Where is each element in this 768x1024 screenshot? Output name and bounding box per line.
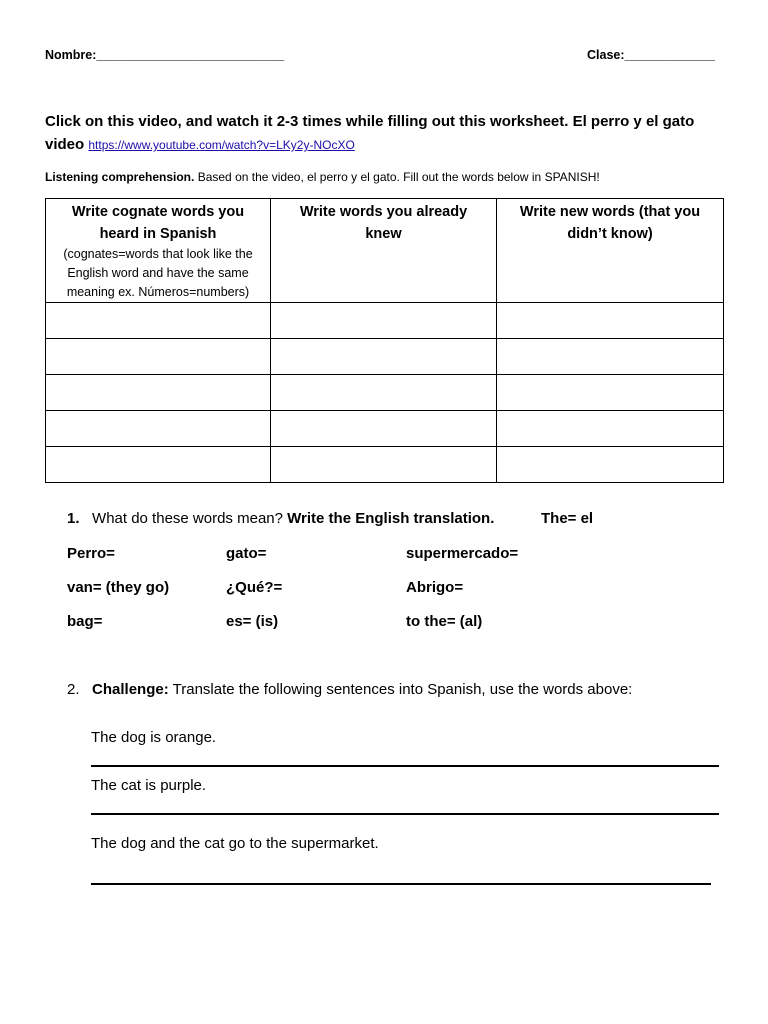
table-header-row: [46, 199, 724, 303]
answer-cell[interactable]: [271, 411, 497, 447]
class-field[interactable]: Clase:_____________: [587, 48, 715, 62]
question-1: [67, 510, 494, 527]
vocab-item: supermercado=: [406, 545, 519, 562]
answer-cell[interactable]: [497, 447, 724, 483]
answer-cell[interactable]: [46, 339, 271, 375]
instructions-video-label: video: [45, 136, 85, 153]
answer-line[interactable]: [91, 813, 719, 815]
column-header-known-title-2: knew: [365, 226, 402, 242]
question-2-text: Translate the following sentences into Spanish, use the words above:: [172, 681, 633, 698]
question-2: [67, 681, 632, 698]
listening-instructions: [45, 170, 600, 184]
column-header-cognates-title-2: heard in Spanish: [99, 226, 217, 242]
vocab-item: to the= (al): [406, 613, 483, 630]
column-header-known-words: [271, 199, 497, 303]
answer-cell[interactable]: [497, 375, 724, 411]
vocab-item: Abrigo=: [406, 579, 464, 596]
column-header-cognates: [46, 199, 271, 303]
answer-line[interactable]: [91, 883, 711, 885]
table-row: [46, 411, 724, 447]
table-row: [46, 375, 724, 411]
table-row: [46, 339, 724, 375]
column-header-new-title-1: Write new words (that you: [519, 204, 701, 220]
table-row: [46, 303, 724, 339]
answer-cell[interactable]: [497, 411, 724, 447]
column-header-cognates-note-3: meaning ex. Números=numbers): [66, 285, 250, 299]
answer-cell[interactable]: [497, 339, 724, 375]
answer-cell[interactable]: [271, 447, 497, 483]
question-2-label: Challenge:: [92, 681, 169, 698]
name-field[interactable]: Nombre:___________________________: [45, 48, 285, 62]
listening-label: Listening comprehension.: [45, 170, 195, 184]
sentence-prompt: The dog and the cat go to the supermarket.: [91, 835, 379, 852]
table-row: [46, 447, 724, 483]
answer-cell[interactable]: [271, 375, 497, 411]
answer-line[interactable]: [91, 765, 719, 767]
question-1-instruction: Write the English translation.: [287, 510, 495, 527]
column-header-cognates-note-2: English word and have the same: [67, 266, 249, 280]
column-header-new-title-2: didn’t know): [567, 226, 653, 242]
sentence-prompt: The dog is orange.: [91, 729, 217, 746]
column-header-cognates-title: Write cognate words you: [71, 204, 245, 220]
question-2-number: 2.: [67, 681, 80, 698]
answer-cell[interactable]: [46, 303, 271, 339]
answer-cell[interactable]: [46, 411, 271, 447]
vocab-item: van= (they go): [67, 579, 170, 596]
vocab-item: ¿Qué?=: [226, 579, 283, 596]
vocab-item: es= (is): [226, 613, 279, 630]
question-1-number: 1.: [67, 510, 80, 527]
answer-cell[interactable]: [497, 303, 724, 339]
column-header-known-title-1: Write words you already: [299, 204, 468, 220]
answer-cell[interactable]: [271, 303, 497, 339]
video-link[interactable]: https://www.youtube.com/watch?v=LKy2y-NOcXO: [88, 138, 355, 152]
question-1-prompt: What do these words mean?: [92, 510, 283, 527]
vocab-item: bag=: [67, 613, 103, 630]
vocab-item: Perro=: [67, 545, 115, 562]
answer-cell[interactable]: [46, 375, 271, 411]
question-1-example: The= el: [541, 510, 594, 527]
vocabulary-table: [45, 198, 724, 483]
column-header-new-words: [497, 199, 724, 303]
instructions-line2: [45, 136, 355, 153]
vocab-item: gato=: [226, 545, 267, 562]
answer-cell[interactable]: [271, 339, 497, 375]
instructions-line1: Click on this video, and watch it 2-3 times while filling out this worksheet. El perro y el gato: [45, 113, 695, 130]
listening-text: Based on the video, el perro y el gato. Fill out the words below in SPANISH!: [197, 170, 600, 184]
sentence-prompt: The cat is purple.: [91, 777, 207, 794]
column-header-cognates-note-1: (cognates=words that look like the: [63, 247, 253, 261]
answer-cell[interactable]: [46, 447, 271, 483]
